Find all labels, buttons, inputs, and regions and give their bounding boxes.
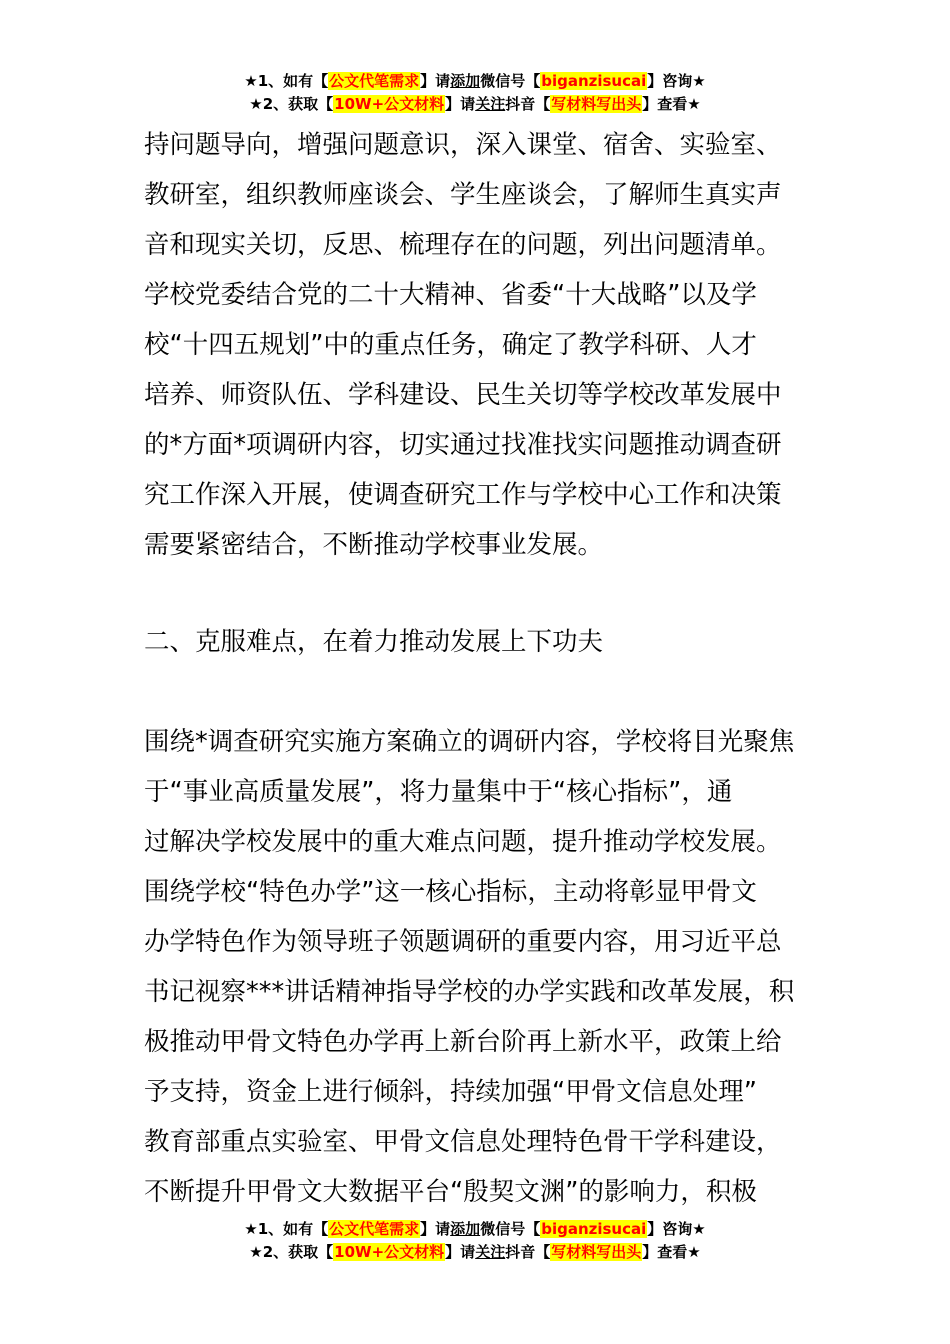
star-icon: ★	[244, 1220, 258, 1238]
text-line: 校“十四五规划”中的重点任务，确定了教学科研、人才	[144, 330, 757, 360]
banner-line-1	[0, 70, 950, 93]
banner-text: 】咨询	[647, 72, 693, 90]
text-line: 需要紧密结合，不断推动学校事业发展。	[144, 530, 604, 560]
text-line: 于“事业高质量发展”，将力量集中于“核心指标”，通	[144, 777, 733, 807]
star-icon: ★	[249, 95, 263, 113]
document-body	[144, 120, 808, 1217]
banner-line-2	[0, 1241, 950, 1264]
banner-text: 】查看	[642, 95, 688, 113]
banner-text: 抖音【	[505, 1243, 551, 1261]
text-line: 的*方面*项调研内容，切实通过找准找实问题推动调查研	[144, 430, 782, 460]
banner-text: 1、如有【	[257, 1220, 329, 1238]
text-line: 予支持，资金上进行倾斜，持续加强“甲骨文信息处理”	[144, 1077, 757, 1107]
underlined-word: 添加	[450, 72, 481, 90]
star-icon: ★	[249, 1243, 263, 1261]
star-icon: ★	[692, 1220, 706, 1238]
highlight-materials: 10W+公文材料	[334, 95, 445, 113]
text-line: 围绕学校“特色办学”这一核心指标，主动将彰显甲骨文	[144, 877, 757, 907]
banner-text: 2、获取【	[262, 95, 334, 113]
underlined-word: 关注	[475, 1243, 506, 1261]
text-line: 极推动甲骨文特色办学再上新台阶再上新水平，政策上给	[144, 1027, 782, 1057]
text-line: 不断提升甲骨文大数据平台“殷契文渊”的影响力，积极	[144, 1177, 757, 1207]
banner-text: 抖音【	[505, 95, 551, 113]
underlined-word: 关注	[475, 95, 506, 113]
highlight-wechat-id: biganzisucai	[541, 72, 647, 90]
star-icon: ★	[244, 72, 258, 90]
banner-text: 2、获取【	[262, 1243, 334, 1261]
highlight-douyin: 写材料写出头	[551, 95, 642, 113]
underlined-word: 添加	[450, 1220, 481, 1238]
bottom-banner	[0, 1218, 950, 1264]
highlight-service: 公文代笔需求	[329, 72, 420, 90]
text-line: 教研室，组织教师座谈会、学生座谈会，了解师生真实声	[144, 180, 782, 210]
top-banner	[0, 70, 950, 116]
banner-text: 】咨询	[647, 1220, 693, 1238]
text-line: 持问题导向，增强问题意识，深入课堂、宿舍、实验室、	[144, 130, 782, 160]
highlight-wechat-id: biganzisucai	[541, 1220, 647, 1238]
highlight-douyin: 写材料写出头	[551, 1243, 642, 1261]
heading-line: 二、克服难点，在着力推动发展上下功夫	[144, 627, 604, 657]
text-line: 究工作深入开展，使调查研究工作与学校中心工作和决策	[144, 480, 782, 510]
banner-text: 1、如有【	[257, 72, 329, 90]
paragraph-2	[144, 717, 808, 1217]
banner-line-1	[0, 1218, 950, 1241]
text-line: 书记视察***讲话精神指导学校的办学实践和改革发展，积	[144, 977, 795, 1007]
banner-text: 】请	[445, 1243, 476, 1261]
text-line: 学校党委结合党的二十大精神、省委“十大战略”以及学	[144, 280, 757, 310]
text-line: 培养、师资队伍、学科建设、民生关切等学校改革发展中	[144, 380, 782, 410]
banner-text: 微信号【	[480, 1220, 541, 1238]
text-line: 过解决学校发展中的重大难点问题，提升推动学校发展。	[144, 827, 782, 857]
star-icon: ★	[692, 72, 706, 90]
highlight-materials: 10W+公文材料	[334, 1243, 445, 1261]
text-line: 教育部重点实验室、甲骨文信息处理特色骨干学科建设，	[144, 1127, 782, 1157]
star-icon: ★	[687, 1243, 701, 1261]
banner-text: 】请	[445, 95, 476, 113]
highlight-service: 公文代笔需求	[329, 1220, 420, 1238]
banner-line-2	[0, 93, 950, 116]
banner-text: 】请	[420, 1220, 451, 1238]
paragraph-1	[144, 120, 808, 570]
text-line: 围绕*调查研究实施方案确立的调研内容，学校将目光聚焦	[144, 727, 795, 757]
banner-text: 】请	[420, 72, 451, 90]
text-line: 音和现实关切，反思、梳理存在的问题，列出问题清单。	[144, 230, 782, 260]
text-line: 办学特色作为领导班子领题调研的重要内容，用习近平总	[144, 927, 782, 957]
banner-text: 】查看	[642, 1243, 688, 1261]
star-icon: ★	[687, 95, 701, 113]
section-heading	[144, 617, 808, 667]
banner-text: 微信号【	[480, 72, 541, 90]
